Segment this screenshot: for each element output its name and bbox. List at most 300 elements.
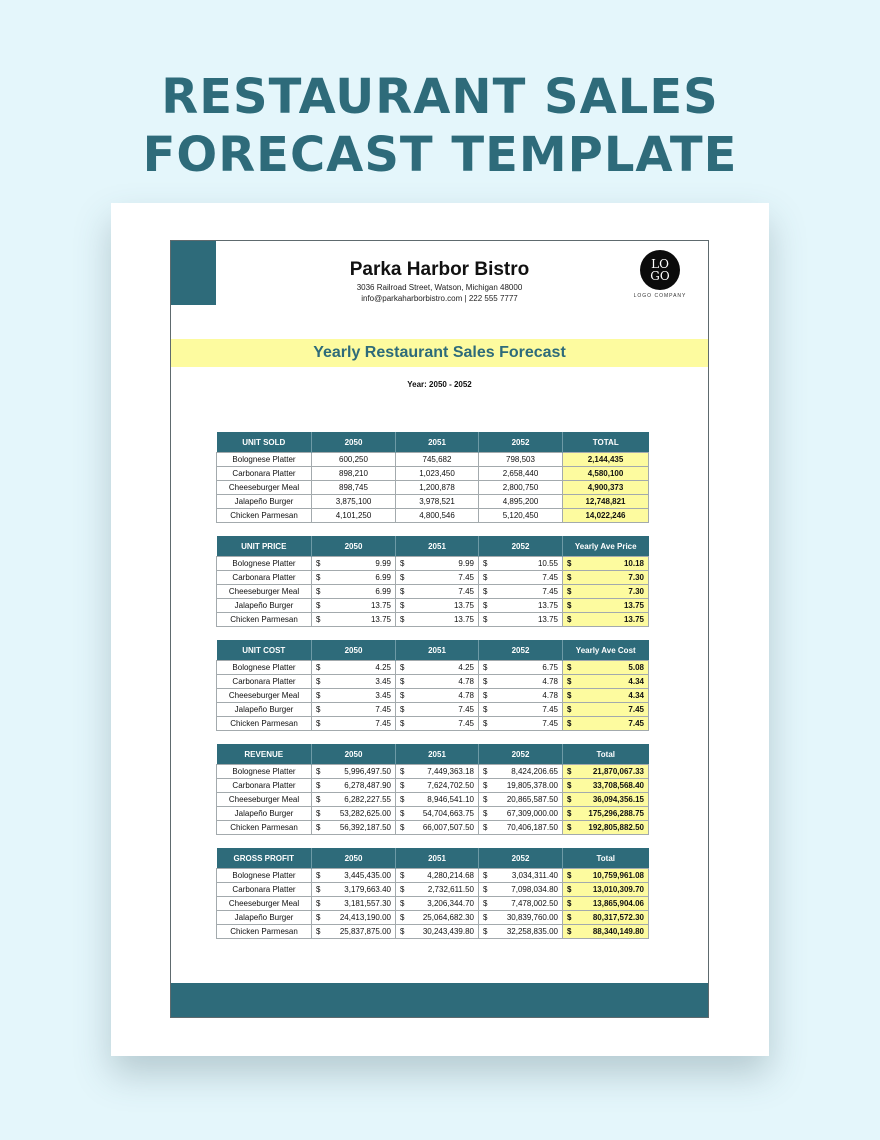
company-logo: [640, 250, 680, 290]
currency-symbol: $: [316, 927, 321, 936]
currency-symbol: $: [400, 823, 405, 832]
row-label: Chicken Parmesan: [217, 717, 312, 731]
table-row: [217, 703, 649, 717]
value-cell: [479, 925, 563, 939]
cell-value: 4.34: [628, 677, 644, 686]
currency-symbol: $: [316, 573, 321, 582]
value-cell: [479, 557, 563, 571]
value-cell: [479, 821, 563, 835]
value-cell: 898,745: [312, 481, 396, 495]
total-cell: [563, 897, 649, 911]
row-label: Bolognese Platter: [217, 869, 312, 883]
cell-value: 56,392,187.50: [339, 823, 391, 832]
value-cell: [312, 703, 396, 717]
currency-symbol: $: [483, 573, 488, 582]
currency-symbol: $: [316, 691, 321, 700]
column-header: 2050: [312, 744, 396, 765]
value-cell: [479, 613, 563, 627]
value-cell: [312, 821, 396, 835]
currency-symbol: $: [567, 899, 572, 908]
table-row: [217, 453, 649, 467]
row-label: Jalapeño Burger: [217, 911, 312, 925]
currency-symbol: $: [567, 823, 572, 832]
row-label: Carbonara Platter: [217, 779, 312, 793]
cell-value: 7.45: [458, 705, 474, 714]
currency-symbol: $: [483, 677, 488, 686]
row-label: Jalapeño Burger: [217, 599, 312, 613]
cell-value: 6,278,487.90: [344, 781, 391, 790]
cell-value: 10.18: [623, 559, 644, 568]
cell-value: 36,094,356.15: [592, 795, 644, 804]
business-address: 3036 Railroad Street, Watson, Michigan 48000: [356, 283, 523, 292]
row-label: Jalapeño Burger: [217, 495, 312, 509]
value-cell: [396, 585, 479, 599]
table-row: [217, 897, 649, 911]
row-label: Chicken Parmesan: [217, 821, 312, 835]
table-header-row: [217, 432, 649, 453]
cell-value: 4,280,214.68: [427, 871, 474, 880]
currency-symbol: $: [567, 559, 572, 568]
value-cell: [312, 779, 396, 793]
cell-value: 7.45: [542, 587, 558, 596]
cell-value: 80,317,572.30: [592, 913, 644, 922]
cell-value: 6,282,227.55: [344, 795, 391, 804]
cell-value: 3,206,344.70: [427, 899, 474, 908]
cell-value: 7.45: [458, 573, 474, 582]
currency-symbol: $: [400, 781, 405, 790]
row-label: Bolognese Platter: [217, 557, 312, 571]
currency-symbol: $: [400, 899, 405, 908]
currency-symbol: $: [483, 823, 488, 832]
total-cell: 14,022,246: [563, 509, 649, 523]
cell-value: 7,098,034.80: [511, 885, 558, 894]
cell-value: 5.08: [628, 663, 644, 672]
currency-symbol: $: [400, 677, 405, 686]
currency-symbol: $: [567, 781, 572, 790]
cell-value: 25,064,682.30: [422, 913, 474, 922]
business-name: Parka Harbor Bistro: [349, 259, 530, 280]
forecast-title-banner: Yearly Restaurant Sales Forecast: [171, 339, 708, 367]
logo-text-bottom: GO: [650, 269, 670, 283]
cell-value: 3,034,311.40: [511, 871, 558, 880]
cell-value: 25,837,875.00: [339, 927, 391, 936]
currency-symbol: $: [567, 767, 572, 776]
currency-symbol: $: [400, 927, 405, 936]
currency-symbol: $: [316, 705, 321, 714]
currency-symbol: $: [483, 809, 488, 818]
value-cell: 2,658,440: [479, 467, 563, 481]
value-cell: [312, 925, 396, 939]
row-label: Bolognese Platter: [217, 453, 312, 467]
value-cell: [312, 883, 396, 897]
cell-value: 4.78: [542, 677, 558, 686]
cell-value: 7,478,002.50: [511, 899, 558, 908]
value-cell: [479, 675, 563, 689]
currency-symbol: $: [483, 559, 488, 568]
table-header-row: [217, 640, 649, 661]
total-cell: 2,144,435: [563, 453, 649, 467]
value-cell: [312, 571, 396, 585]
table-header-row: [217, 744, 649, 765]
column-header: Yearly Ave Cost: [563, 640, 649, 661]
value-cell: 4,895,200: [479, 495, 563, 509]
value-cell: [479, 911, 563, 925]
cell-value: 53,282,625.00: [339, 809, 391, 818]
value-cell: [479, 689, 563, 703]
cell-value: 4.78: [458, 677, 474, 686]
currency-symbol: $: [316, 601, 321, 610]
cell-value: 5,996,497.50: [344, 767, 391, 776]
value-cell: 3,875,100: [312, 495, 396, 509]
value-cell: 898,210: [312, 467, 396, 481]
currency-symbol: $: [483, 615, 488, 624]
currency-symbol: $: [483, 663, 488, 672]
value-cell: [396, 897, 479, 911]
table-row: [217, 571, 649, 585]
cell-value: 7.45: [542, 573, 558, 582]
currency-symbol: $: [567, 691, 572, 700]
cell-value: 30,243,439.80: [422, 927, 474, 936]
table-row: [217, 613, 649, 627]
value-cell: [396, 793, 479, 807]
unit-sold-table: [216, 432, 649, 523]
value-cell: [479, 571, 563, 585]
forecast-sheet: [170, 240, 709, 1018]
gross-profit-table: [216, 848, 649, 939]
cell-value: 24,413,190.00: [339, 913, 391, 922]
table-row: [217, 481, 649, 495]
column-header: 2052: [479, 848, 563, 869]
column-header: 2052: [479, 432, 563, 453]
cell-value: 3,179,663.40: [344, 885, 391, 894]
value-cell: 600,250: [312, 453, 396, 467]
currency-symbol: $: [483, 913, 488, 922]
total-cell: [563, 717, 649, 731]
currency-symbol: $: [316, 809, 321, 818]
cell-value: 13.75: [453, 615, 474, 624]
value-cell: [479, 883, 563, 897]
cell-value: 13.75: [370, 615, 391, 624]
cell-value: 6.75: [542, 663, 558, 672]
currency-symbol: $: [316, 823, 321, 832]
row-label: Chicken Parmesan: [217, 613, 312, 627]
currency-symbol: $: [483, 719, 488, 728]
row-label: Cheeseburger Meal: [217, 897, 312, 911]
row-label: Carbonara Platter: [217, 571, 312, 585]
currency-symbol: $: [567, 573, 572, 582]
row-label: Bolognese Platter: [217, 765, 312, 779]
currency-symbol: $: [567, 913, 572, 922]
cell-value: 10.55: [537, 559, 558, 568]
cell-value: 8,424,206.65: [511, 767, 558, 776]
value-cell: [312, 557, 396, 571]
column-header: UNIT COST: [217, 640, 312, 661]
total-cell: [563, 793, 649, 807]
total-cell: [563, 911, 649, 925]
cell-value: 13.75: [537, 615, 558, 624]
row-label: Jalapeño Burger: [217, 807, 312, 821]
cell-value: 3,445,435.00: [344, 871, 391, 880]
value-cell: 745,682: [396, 453, 479, 467]
column-header: 2050: [312, 848, 396, 869]
currency-symbol: $: [567, 871, 572, 880]
value-cell: [479, 703, 563, 717]
value-cell: [312, 661, 396, 675]
column-header: Total: [563, 848, 649, 869]
cell-value: 7,624,702.50: [427, 781, 474, 790]
currency-symbol: $: [400, 719, 405, 728]
currency-symbol: $: [400, 691, 405, 700]
cell-value: 30,839,760.00: [506, 913, 558, 922]
total-cell: 4,900,373: [563, 481, 649, 495]
value-cell: [312, 869, 396, 883]
value-cell: [396, 661, 479, 675]
currency-symbol: $: [316, 899, 321, 908]
row-label: Chicken Parmesan: [217, 925, 312, 939]
value-cell: [479, 793, 563, 807]
logo-caption: LOGO COMPANY: [633, 293, 687, 299]
value-cell: [396, 557, 479, 571]
table-row: [217, 779, 649, 793]
cell-value: 13.75: [537, 601, 558, 610]
total-cell: [563, 557, 649, 571]
cell-value: 7.45: [542, 719, 558, 728]
currency-symbol: $: [567, 927, 572, 936]
cell-value: 192,805,882.50: [588, 823, 644, 832]
total-cell: [563, 661, 649, 675]
cell-value: 66,007,507.50: [422, 823, 474, 832]
business-contact: info@parkaharborbistro.com | 222 555 7777: [361, 294, 518, 303]
cell-value: 2,732,611.50: [427, 885, 474, 894]
row-label: Cheeseburger Meal: [217, 481, 312, 495]
total-cell: [563, 869, 649, 883]
cell-value: 7.30: [628, 573, 644, 582]
total-cell: [563, 613, 649, 627]
value-cell: [479, 717, 563, 731]
currency-symbol: $: [567, 809, 572, 818]
currency-symbol: $: [316, 781, 321, 790]
column-header: 2052: [479, 640, 563, 661]
total-cell: [563, 883, 649, 897]
row-label: Chicken Parmesan: [217, 509, 312, 523]
currency-symbol: $: [316, 615, 321, 624]
value-cell: [396, 911, 479, 925]
column-header: 2051: [396, 536, 479, 557]
currency-symbol: $: [567, 663, 572, 672]
value-cell: 2,800,750: [479, 481, 563, 495]
table-row: [217, 717, 649, 731]
table-row: [217, 793, 649, 807]
currency-symbol: $: [400, 913, 405, 922]
hero-title-line-2: FORECAST TEMPLATE: [142, 127, 738, 183]
value-cell: [479, 661, 563, 675]
total-cell: 4,580,100: [563, 467, 649, 481]
total-cell: [563, 821, 649, 835]
cell-value: 7.45: [375, 705, 391, 714]
column-header: TOTAL: [563, 432, 649, 453]
footer-band: [171, 983, 708, 1017]
cell-value: 9.99: [458, 559, 474, 568]
currency-symbol: $: [400, 885, 405, 894]
cell-value: 13,865,904.06: [592, 899, 644, 908]
currency-symbol: $: [483, 705, 488, 714]
cell-value: 3,181,557.30: [344, 899, 391, 908]
currency-symbol: $: [316, 871, 321, 880]
value-cell: 4,101,250: [312, 509, 396, 523]
table-row: [217, 869, 649, 883]
currency-symbol: $: [316, 795, 321, 804]
value-cell: [312, 897, 396, 911]
value-cell: [396, 869, 479, 883]
value-cell: [312, 765, 396, 779]
cell-value: 4.34: [628, 691, 644, 700]
currency-symbol: $: [567, 795, 572, 804]
currency-symbol: $: [316, 719, 321, 728]
value-cell: [479, 897, 563, 911]
cell-value: 7.45: [458, 719, 474, 728]
cell-value: 7.45: [375, 719, 391, 728]
table-header-row: [217, 848, 649, 869]
currency-symbol: $: [567, 587, 572, 596]
table-row: [217, 689, 649, 703]
currency-symbol: $: [400, 795, 405, 804]
currency-symbol: $: [400, 615, 405, 624]
currency-symbol: $: [567, 677, 572, 686]
total-cell: [563, 571, 649, 585]
value-cell: 1,023,450: [396, 467, 479, 481]
column-header: Total: [563, 744, 649, 765]
cell-value: 175,296,288.75: [588, 809, 644, 818]
currency-symbol: $: [400, 871, 405, 880]
currency-symbol: $: [400, 705, 405, 714]
total-cell: 12,748,821: [563, 495, 649, 509]
table-row: [217, 557, 649, 571]
cell-value: 7.45: [628, 719, 644, 728]
table-row: [217, 675, 649, 689]
cell-value: 7.30: [628, 587, 644, 596]
column-header: 2052: [479, 536, 563, 557]
table-row: [217, 821, 649, 835]
cell-value: 6.99: [375, 587, 391, 596]
revenue-table: [216, 744, 649, 835]
value-cell: [479, 779, 563, 793]
value-cell: [312, 717, 396, 731]
table-row: [217, 467, 649, 481]
currency-symbol: $: [483, 899, 488, 908]
currency-symbol: $: [400, 587, 405, 596]
table-row: [217, 599, 649, 613]
cell-value: 3.45: [375, 677, 391, 686]
cell-value: 9.99: [375, 559, 391, 568]
total-cell: [563, 807, 649, 821]
total-cell: [563, 703, 649, 717]
cell-value: 88,340,149.80: [592, 927, 644, 936]
currency-symbol: $: [316, 677, 321, 686]
value-cell: [396, 807, 479, 821]
total-cell: [563, 689, 649, 703]
currency-symbol: $: [400, 809, 405, 818]
value-cell: [479, 869, 563, 883]
value-cell: [479, 585, 563, 599]
cell-value: 54,704,663.75: [422, 809, 474, 818]
row-label: Carbonara Platter: [217, 883, 312, 897]
currency-symbol: $: [316, 559, 321, 568]
cell-value: 13.75: [623, 601, 644, 610]
value-cell: [312, 689, 396, 703]
cell-value: 19,805,378.00: [506, 781, 558, 790]
value-cell: 798,503: [479, 453, 563, 467]
total-cell: [563, 599, 649, 613]
value-cell: [312, 807, 396, 821]
value-cell: 3,978,521: [396, 495, 479, 509]
currency-symbol: $: [400, 767, 405, 776]
value-cell: 5,120,450: [479, 509, 563, 523]
currency-symbol: $: [316, 885, 321, 894]
value-cell: 4,800,546: [396, 509, 479, 523]
column-header: 2052: [479, 744, 563, 765]
value-cell: [479, 599, 563, 613]
column-header: 2050: [312, 432, 396, 453]
table-row: [217, 911, 649, 925]
unit-cost-table: [216, 640, 649, 731]
table-row: [217, 585, 649, 599]
table-row: [217, 765, 649, 779]
column-header: UNIT PRICE: [217, 536, 312, 557]
cell-value: 32,258,835.00: [506, 927, 558, 936]
table-row: [217, 807, 649, 821]
table-header-row: [217, 536, 649, 557]
cell-value: 33,708,568.40: [592, 781, 644, 790]
total-cell: [563, 779, 649, 793]
cell-value: 21,870,067.33: [592, 767, 644, 776]
row-label: Bolognese Platter: [217, 661, 312, 675]
value-cell: [312, 599, 396, 613]
value-cell: [396, 613, 479, 627]
table-row: [217, 925, 649, 939]
currency-symbol: $: [483, 795, 488, 804]
cell-value: 7.45: [628, 705, 644, 714]
row-label: Cheeseburger Meal: [217, 689, 312, 703]
currency-symbol: $: [400, 663, 405, 672]
cell-value: 7,449,363.18: [427, 767, 474, 776]
table-row: [217, 883, 649, 897]
column-header: 2051: [396, 744, 479, 765]
cell-value: 70,406,187.50: [506, 823, 558, 832]
value-cell: [396, 689, 479, 703]
cell-value: 3.45: [375, 691, 391, 700]
hero-title-line-1: RESTAURANT SALES: [161, 69, 719, 125]
cell-value: 67,309,000.00: [506, 809, 558, 818]
unit-price-table: [216, 536, 649, 627]
year-range: Year: 2050 - 2052: [407, 380, 472, 389]
value-cell: [396, 925, 479, 939]
currency-symbol: $: [316, 587, 321, 596]
value-cell: [312, 675, 396, 689]
currency-symbol: $: [483, 885, 488, 894]
total-cell: [563, 925, 649, 939]
table-row: [217, 509, 649, 523]
currency-symbol: $: [483, 781, 488, 790]
row-label: Cheeseburger Meal: [217, 793, 312, 807]
value-cell: [312, 793, 396, 807]
currency-symbol: $: [400, 559, 405, 568]
currency-symbol: $: [567, 705, 572, 714]
cell-value: 13,010,309.70: [592, 885, 644, 894]
value-cell: [396, 779, 479, 793]
cell-value: 13.75: [370, 601, 391, 610]
column-header: 2050: [312, 640, 396, 661]
value-cell: [396, 703, 479, 717]
